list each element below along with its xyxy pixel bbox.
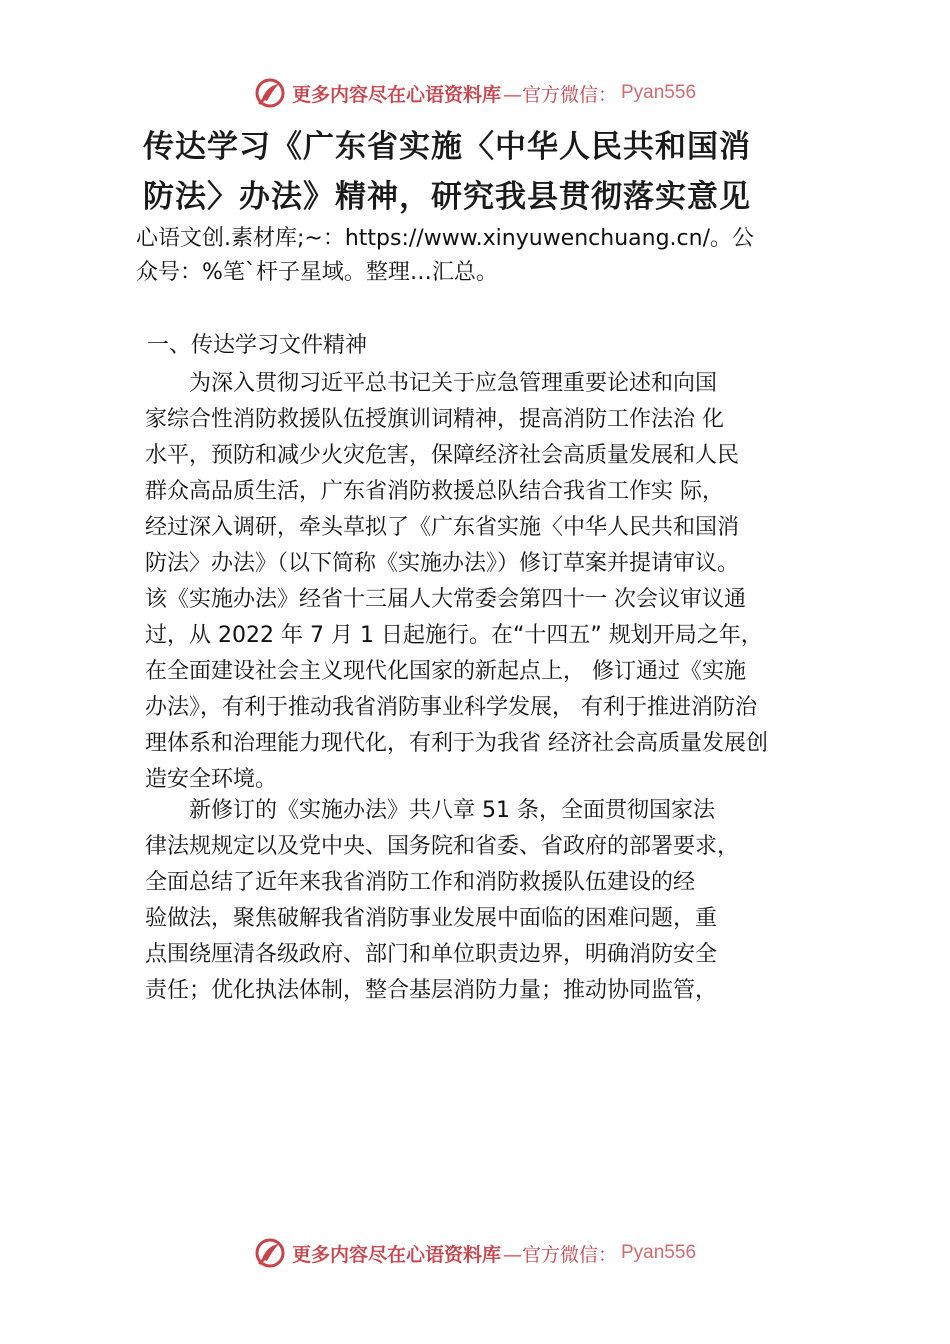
calligraphy-brush-logo-icon: [254, 77, 286, 109]
title-line: 防法〉办法》精神，研究我县贯彻落实意见: [143, 179, 751, 215]
paragraph-line: 点围绕厘清各级政府、部门和单位职责边界，明确消防安全: [145, 942, 718, 967]
banner-slogan: 更多内容尽在心语资料库: [291, 1243, 501, 1266]
banner-wechat-label: —官方微信：: [502, 83, 617, 106]
paragraph-line: 群众高品质生活，广东省消防救援总队结合我省工作实 际，: [145, 479, 724, 504]
paragraph-line: 为深入贯彻习近平总书记关于应急管理重要论述和向国: [189, 371, 718, 396]
document-title: [143, 122, 843, 222]
paragraph-line: 责任；优化执法体制，整合基层消防力量；推动协同监管，: [145, 978, 718, 1003]
paragraph-1: [145, 366, 845, 798]
title-line: 传达学习《广东省实施〈中华人民共和国消: [143, 129, 751, 165]
paragraph-2: [145, 793, 845, 1009]
section-heading: 一、传达学习文件精神: [147, 333, 368, 358]
paragraph-line: 经过深入调研，牵头草拟了《广东省实施〈中华人民共和国消: [145, 515, 740, 540]
paragraph-line: 全面总结了近年来我省消防工作和消防救援队伍建设的经: [145, 870, 696, 895]
banner-slogan: 更多内容尽在心语资料库: [291, 83, 501, 106]
paragraph-line: 办法》，有利于推动我省消防事业科学发展， 有利于推进消防治: [145, 695, 757, 720]
paragraph-line: 新修订的《实施办法》共八章 51 条，全面贯彻国家法: [189, 798, 715, 823]
paragraph-line: 验做法，聚焦破解我省消防事业发展中面临的困难问题，重: [145, 906, 718, 931]
calligraphy-brush-logo-icon: [254, 1237, 286, 1269]
source-line: 众号：%笔`杆子星域。整理…汇总。: [136, 260, 498, 285]
paragraph-line: 防法〉办法》（以下简称《实施办法》）修订草案并提请审议。: [145, 551, 740, 576]
paragraph-line: 水平，预防和减少火灾危害，保障经济社会高质量发展和人民: [145, 443, 740, 468]
paragraph-line: 律法规规定以及党中央、国务院和省委、省政府的部署要求，: [145, 834, 740, 859]
header-banner: [0, 73, 950, 113]
banner-wechat-id: Pyan556: [621, 1242, 697, 1263]
paragraph-line: 理体系和治理能力现代化，有利于为我省 经济社会高质量发展创: [145, 731, 768, 756]
source-line: 心语文创.素材库;~：https://www.xinyuwenchuang.cn/。公: [136, 226, 754, 251]
paragraph-line: 在全面建设社会主义现代化国家的新起点上， 修订通过《实施: [145, 659, 746, 684]
paragraph-line: 该《实施办法》经省十三届人大常委会第四十一 次会议审议通: [145, 587, 746, 612]
paragraph-line: 过，从 2022 年 7 月 1 日起施行。在“十四五” 规划开局之年，: [145, 623, 763, 648]
paragraph-line: 家综合性消防救援队伍授旗训词精神，提高消防工作法治 化: [145, 407, 724, 432]
source-note: [136, 222, 856, 290]
banner-wechat-id: Pyan556: [621, 82, 697, 103]
banner-wechat-label: —官方微信：: [502, 1243, 617, 1266]
footer-banner: [0, 1233, 950, 1273]
paragraph-line: 造安全环境。: [145, 767, 278, 792]
